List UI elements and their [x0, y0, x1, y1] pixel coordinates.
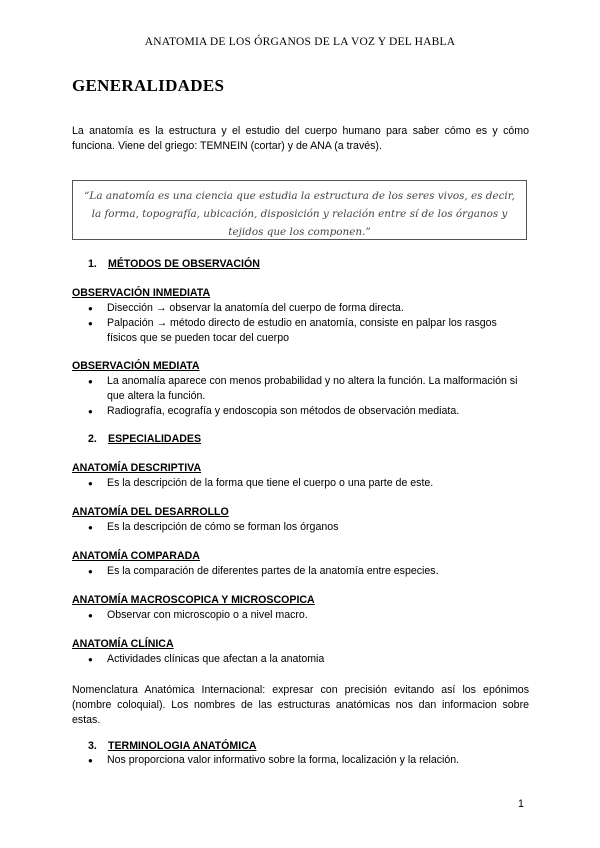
- section-heading-1: [88, 258, 260, 270]
- list-item: ● Palpación → método directo de estudio en anatomía, consiste en palpar los rasgos físicos que se pueden tocar del cuerpo: [88, 316, 529, 346]
- section-title: ESPECIALIDADES: [108, 433, 202, 445]
- definition-quote-box: “La anatomía es una ciencia que estudia la estructura de los seres vivos, es decir, la forma, topografía, ubicación, disposición y relación entre sí de los órganos y tejidos que los componen.”: [72, 180, 527, 240]
- intro-paragraph: La anatomía es la estructura y el estudio del cuerpo humano para saber cómo es y cómo funciona. Viene del griego: TEMNEIN (cortar) y de ANA (a través).: [72, 125, 529, 152]
- list-item: ● La anomalía aparece con menos probabilidad y no altera la función. La malformación si que altera la función.: [88, 374, 529, 404]
- subheading-anatomia-clinica: ANATOMÍA CLÍNICA: [72, 638, 174, 650]
- bullet-list-macroscopica: [88, 608, 529, 623]
- list-item: ● Es la descripción de la forma que tiene el cuerpo o una parte de este.: [88, 476, 529, 491]
- bullet-list-terminologia: [88, 753, 529, 768]
- subheading-observacion-inmediata: OBSERVACIÓN INMEDIATA: [72, 287, 211, 299]
- bullet-list-descriptiva: [88, 476, 529, 491]
- bullet-list-mediata: [88, 374, 529, 419]
- section-number: 3.: [88, 740, 97, 752]
- nomenclatura-paragraph: Nomenclatura Anatómica Internacional: expresar con precisión evitando así los epónimos (nombre coloquial). Los nombres de las estructuras anatómicas nos dan informacion sobre estas.: [72, 684, 529, 726]
- list-item: ● Radiografía, ecografía y endoscopia son métodos de observación mediata.: [88, 404, 529, 419]
- list-item: ● Es la descripción de cómo se forman los órganos: [88, 520, 529, 535]
- list-item: ● Disección → observar la anatomía del cuerpo de forma directa.: [88, 301, 529, 316]
- bullet-list-comparada: [88, 564, 529, 579]
- subheading-anatomia-macroscopica: ANATOMÍA MACROSCOPICA Y MICROSCOPICA: [72, 594, 315, 606]
- page-title: GENERALIDADES: [72, 76, 225, 95]
- section-heading-3: [88, 740, 257, 752]
- section-heading-2: [88, 433, 201, 445]
- running-header: ANATOMIA DE LOS ÓRGANOS DE LA VOZ Y DEL HABLA: [144, 36, 456, 48]
- bullet-list-inmediata: [88, 301, 529, 346]
- section-title: MÉTODOS DE OBSERVACIÓN: [108, 258, 260, 270]
- list-item: ● Observar con microscopio o a nivel macro.: [88, 608, 529, 623]
- list-item: ● Actividades clínicas que afectan a la anatomia: [88, 652, 529, 667]
- list-item: ● Es la comparación de diferentes partes de la anatomía entre especies.: [88, 564, 529, 579]
- bullet-list-desarrollo: [88, 520, 529, 535]
- subheading-anatomia-descriptiva: ANATOMÍA DESCRIPTIVA: [72, 462, 202, 474]
- bullet-list-clinica: [88, 652, 529, 667]
- section-number: 2.: [88, 433, 97, 445]
- section-title: TERMINOLOGIA ANATÓMICA: [108, 740, 257, 752]
- page-number: 1: [518, 798, 524, 810]
- section-number: 1.: [88, 258, 97, 270]
- subheading-anatomia-comparada: ANATOMÍA COMPARADA: [72, 550, 200, 562]
- subheading-anatomia-desarrollo: ANATOMÍA DEL DESARROLLO: [72, 506, 229, 518]
- subheading-observacion-mediata: OBSERVACIÓN MEDIATA: [72, 360, 200, 372]
- list-item: ● Nos proporciona valor informativo sobre la forma, localización y la relación.: [88, 753, 529, 768]
